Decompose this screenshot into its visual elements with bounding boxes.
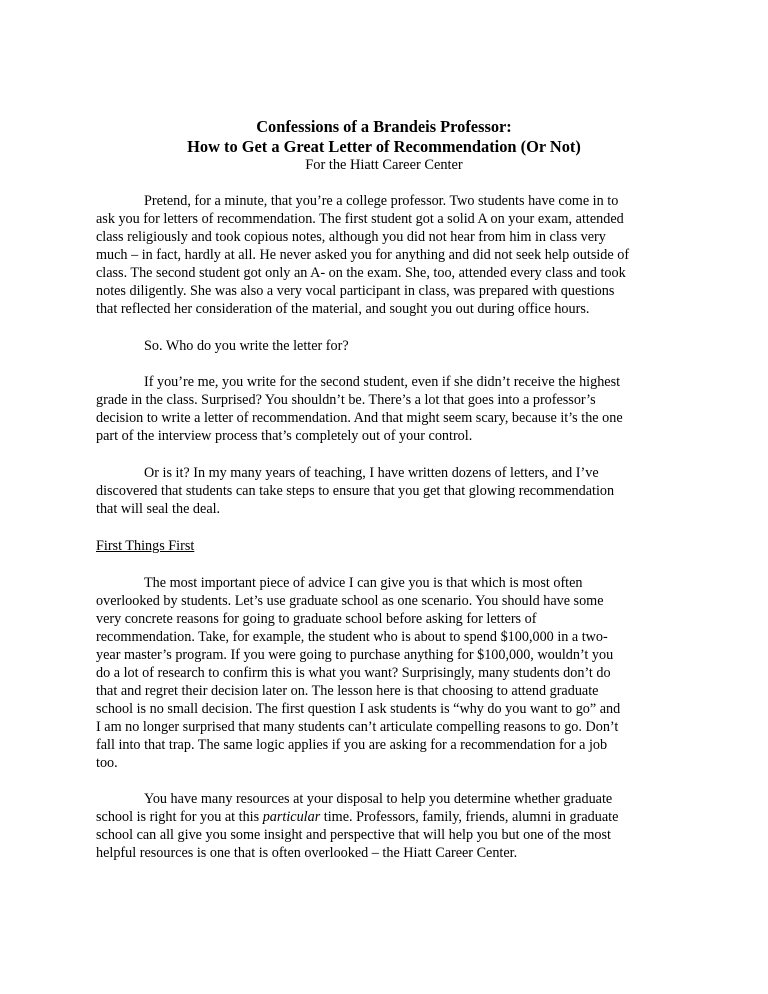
emphasis-text: particular [262,809,321,825]
paragraph-line: You have many resources at your disposal to help you determine whether graduate [144,791,613,807]
paragraph-line: class. The second student got only an A- on the exam. She, too, attended every class and took [96,265,626,281]
paragraph-line: If you’re me, you write for the second student, even if she didn’t receive the highest [144,374,621,390]
section-paragraph-2 [96,790,674,862]
paragraph-1 [96,192,674,318]
paragraph-line: year master’s program. If you were going to purchase anything for $100,000, wouldn’t you [96,647,614,663]
paragraph-line: fall into that trap. The same logic applies if you are asking for a recommendation for a job [96,737,608,753]
paragraph-line: decision to write a letter of recommendation. And that might seem scary, because it’s the one [96,410,623,426]
paragraph-line: discovered that students can take steps to ensure that you get that glowing recommendation [96,483,615,499]
paragraph-line: So. Who do you write the letter for? [144,338,349,354]
section-heading: First Things First [96,538,195,554]
paragraph-line: that will seal the deal. [96,501,221,517]
paragraph-line: school is no small decision. The first question I ask students is “why do you want to go” and [96,701,621,717]
paragraph-line: The most important piece of advice I can give you is that which is most often [144,575,583,591]
paragraph-line: part of the interview process that’s completely out of your control. [96,428,473,444]
paragraph-line: notes diligently. She was also a very vocal participant in class, was prepared with questions [96,283,615,299]
paragraph-line: do a lot of research to confirm this is what you want? Surprisingly, many students don’t do [96,665,611,681]
paragraph-line: Pretend, for a minute, that you’re a college professor. Two students have come in to [144,193,619,209]
paragraph-line: that and regret their decision later on. The lesson here is that choosing to attend graduate [96,683,599,699]
paragraph-line: ask you for letters of recommendation. The first student got a solid A on your exam, attended [96,211,624,227]
paragraph-line: grade in the class. Surprised? You shouldn’t be. There’s a lot that goes into a professor’s [96,392,596,408]
paragraph-line: very concrete reasons for going to graduate school before asking for letters of [96,611,537,627]
paragraph-line: too. [96,755,118,771]
paragraph-line: recommendation. Take, for example, the student who is about to spend $100,000 in a two- [96,629,608,645]
paragraph-line: school can all give you some insight and perspective that will help you but one of the most [96,827,611,843]
paragraph-2 [96,337,674,355]
paragraph-line [96,808,674,826]
paragraph-line: that reflected her consideration of the material, and sought you out during office hours. [96,301,590,317]
paragraph-3 [96,373,674,445]
paragraph-4 [96,464,674,518]
paragraph-line: much – in fact, hardly at all. He never asked you for anything and did not seek help outside of [96,247,630,263]
document-title-line-1: Confessions of a Brandeis Professor: [256,117,512,136]
document-subtitle: For the Hiatt Career Center [305,157,463,173]
paragraph-line-segment: school is right for you at this [96,809,263,825]
document-title-line-2: How to Get a Great Letter of Recommendation (Or Not) [187,137,581,156]
paragraph-line: class religiously and took copious notes, although you did not hear from him in class very [96,229,606,245]
paragraph-line: I am no longer surprised that many students can’t articulate compelling reasons to go. Don’t [96,719,619,735]
paragraph-line: helpful resources is one that is often overlooked – the Hiatt Career Center. [96,845,518,861]
section-paragraph-1 [96,574,674,772]
paragraph-line-segment: time. Professors, family, friends, alumni in graduate [320,809,619,825]
paragraph-line: Or is it? In my many years of teaching, I have written dozens of letters, and I’ve [144,465,599,481]
paragraph-line: overlooked by students. Let’s use graduate school as one scenario. You should have some [96,593,604,609]
